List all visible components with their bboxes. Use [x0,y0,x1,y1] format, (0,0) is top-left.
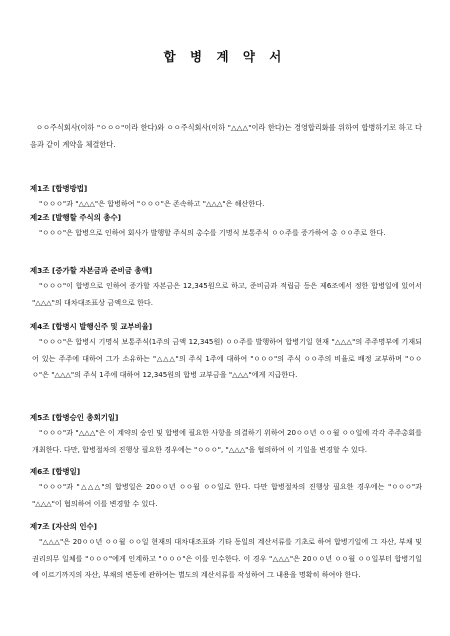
article-title: 제5조 [합병승인 총회기일] [30,413,119,422]
article-title: 제6조 [합병일] [30,467,81,476]
article-5 [30,412,422,458]
article-2 [30,212,422,242]
article-body: "ㅇㅇㅇ"과 "△△△"의 합병일은 20ㅇㅇ년 ㅇㅇ월 ㅇㅇ일로 한다. 다만 합병절차의 진행상 필요한 경우에는 "ㅇㅇㅇ"과 "△△△"이 협의하여 이를 변경할 수 있다. [32,482,422,508]
article-title: 제7조 [자산의 인수] [30,522,98,531]
document-title: 합 병 계 약 서 [163,49,287,64]
article-4 [30,321,422,384]
article-title: 제1조 [합병방법] [30,184,88,193]
article-1 [30,183,422,213]
preamble-paragraph: ㅇㅇ주식회사(이하 "ㅇㅇㅇ"이라 한다)와 ㅇㅇ주식회사(이하 "△△△"이라 한다)는 경영합리화를 위하여 합병하기로 하고 다음과 같이 계약을 체결한다. [30,123,422,149]
article-body: "ㅇㅇㅇ"이 합병으로 인하여 증가할 자본금은 12,345원으로 하고, 준비금과 적립금 등은 제6조에서 정한 합병일에 있어서 "△△△"의 대차대조표상 금액으로 한다. [32,281,422,307]
article-body: "ㅇㅇㅇ"은 합병시 기명식 보통주식(1주의 금액 12,345원) ㅇㅇ주를 발행하여 합병기일 현재 "△△△"의 주주명부에 기재되어 있는 주주에 대하여 그가 소유하는 "△△△"의 주식 1주에 대하여 "ㅇㅇㅇ"의 주식 ㅇㅇ주의 비율로 배정 교부하며 "ㅇㅇㅇ"은 "△△△"의 주식 1주에 대하여 12,345원의 합병 교부금을 "△△△"에게 지급한다. [32,337,422,379]
article-body: "ㅇㅇㅇ"은 합병으로 인하여 회사가 발행할 주식의 총수를 기명식 보통주식 ㅇㅇ주를 증가하여 총 ㅇㅇ주로 한다. [39,228,386,237]
article-body: "ㅇㅇㅇ"과 "△△△"은 합병하여 "ㅇㅇㅇ"은 존속하고 "△△△"은 해산한다. [39,199,265,208]
article-title: 제3조 [증가할 자본금과 준비금 총액] [30,266,153,275]
article-title: 제2조 [발행할 주식의 총수] [30,213,122,222]
article-7 [30,521,422,584]
article-body: "ㅇㅇㅇ"과 "△△△"은 이 계약의 승인 및 합병에 필요한 사항을 의결하기 위하여 20ㅇㅇ년 ㅇㅇ월 ㅇㅇ일에 각각 주주총회를 개최한다. 다만, 합병절차의 진행상 필요한 경우에는 "ㅇㅇㅇ", "△△△"을 협의하여 이 기일을 변경할 수 있다. [32,428,422,454]
article-title: 제4조 [합병시 발행신주 및 교부비율] [30,322,153,331]
article-3 [30,265,422,311]
article-6 [30,466,422,512]
article-body: "△△△"은 20ㅇㅇ년 ㅇㅇ월 ㅇㅇ일 현재의 대차대조표와 기타 동일의 계산서류를 기초로 하여 합병기일에 그 자산, 부채 및 권리의무 일체를 "ㅇㅇㅇ"에게 인계하고 "ㅇㅇㅇ"은 이를 인수한다. 이 경우 "△△△"은 20ㅇㅇ년 ㅇㅇ월 ㅇㅇ일부터 합병기일에 이르기까지의 자산, 부채의 변동에 관하여는 별도의 계산서류를 작성하여 그 내용을 명확히 하여야 한다. [32,537,422,579]
